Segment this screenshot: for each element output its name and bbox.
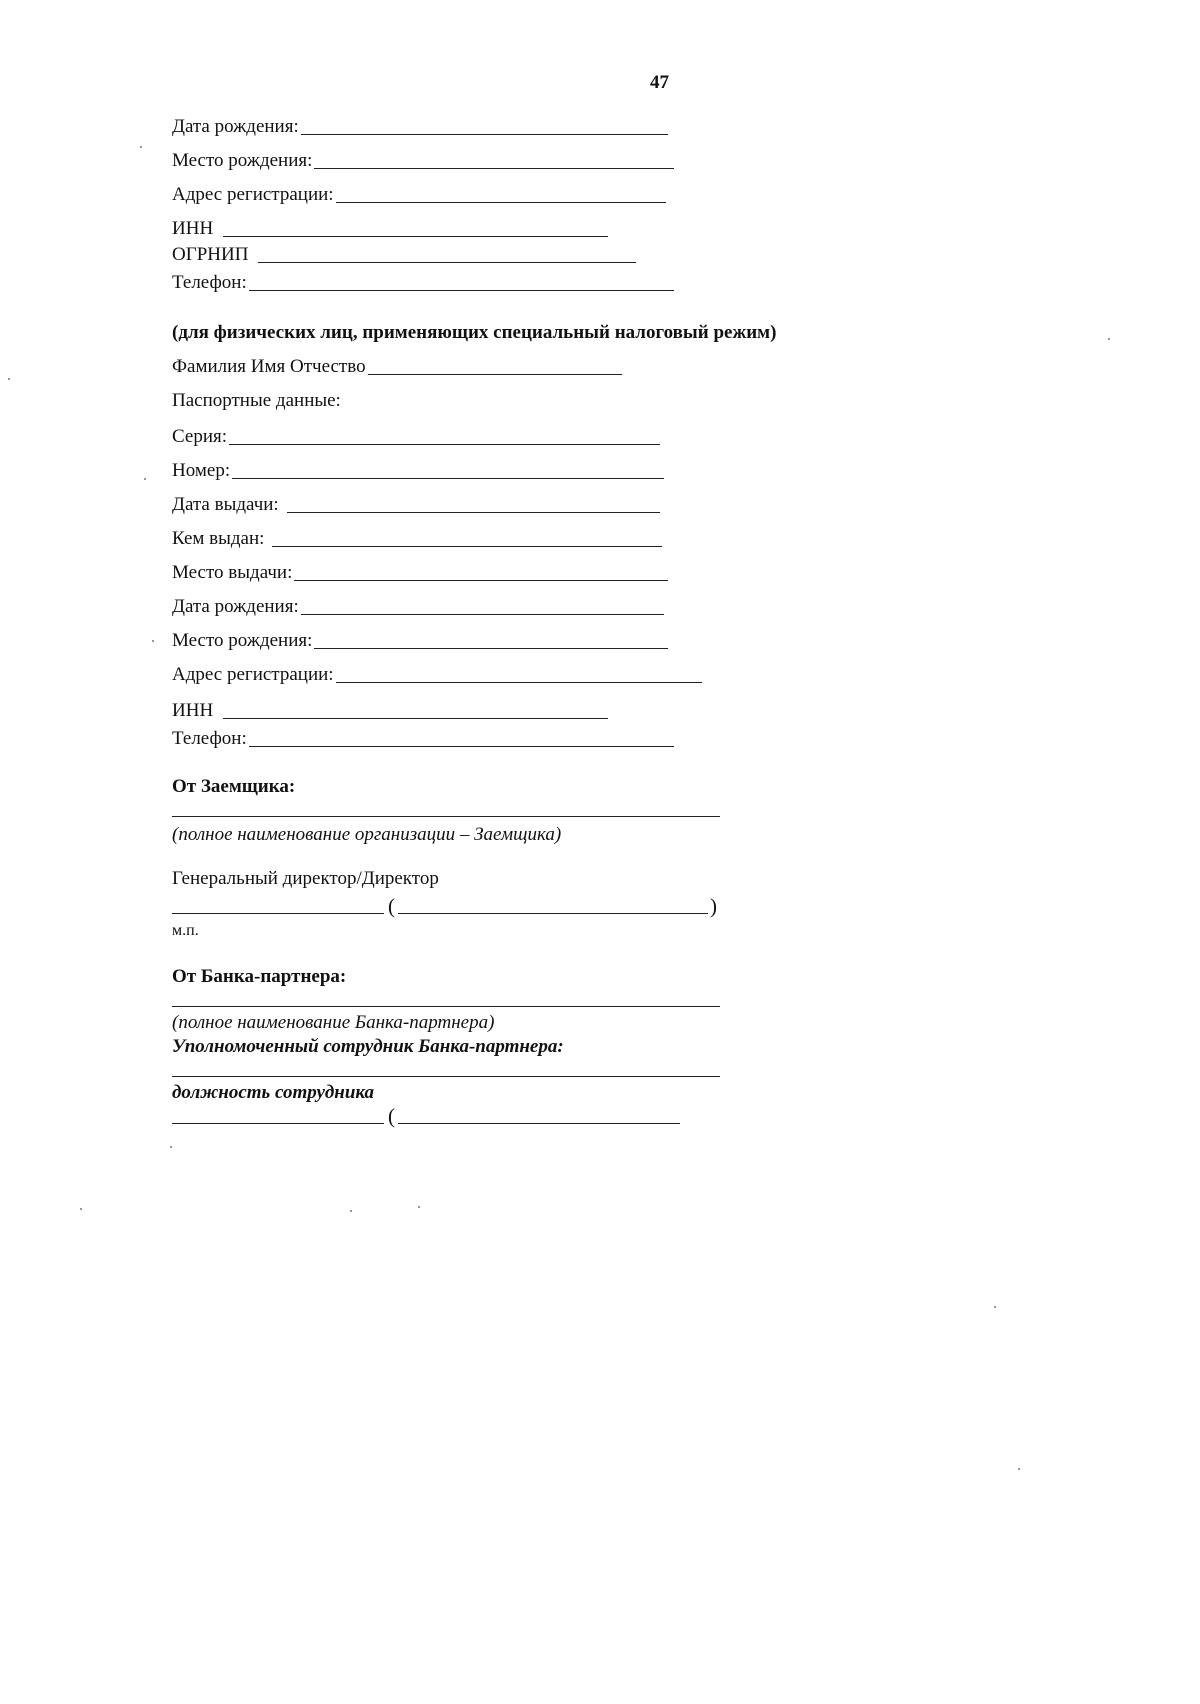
ip-phone-label: Телефон: — [172, 272, 247, 293]
self-employed-heading: (для физических лиц, применяющих специальный налоговый режим) — [172, 322, 777, 343]
se-birth-date-label: Дата рождения: — [172, 596, 299, 617]
se-birth-place-label: Место рождения: — [172, 630, 313, 651]
ip-inn-label: ИНН — [172, 218, 214, 239]
scan-speck — [418, 1206, 420, 1208]
scan-speck — [140, 146, 142, 148]
scan-speck — [80, 1208, 82, 1210]
scan-speck — [144, 478, 146, 480]
se-registration-address-field — [172, 660, 702, 686]
se-issue-place-field — [172, 558, 668, 584]
se-birth-date-field — [172, 592, 664, 618]
se-number-label: Номер: — [172, 460, 231, 481]
partner-bank-position-line[interactable] — [172, 1076, 720, 1077]
se-full-name-blank[interactable] — [368, 374, 622, 375]
scan-speck — [1018, 1468, 1020, 1470]
se-passport-label: Паспортные данные: — [172, 390, 341, 411]
ip-phone-field — [172, 268, 674, 294]
scan-speck — [350, 1210, 352, 1212]
se-birth-place-field — [172, 626, 668, 652]
ip-ogrnip-blank[interactable] — [258, 262, 636, 263]
partner-bank-employee-name-line[interactable] — [398, 1123, 680, 1124]
partner-bank-employee-label: Уполномоченный сотрудник Банка-партнера: — [172, 1036, 564, 1057]
se-registration-address-label: Адрес регистрации: — [172, 664, 334, 685]
partner-bank-name-caption: (полное наименование Банка-партнера) — [172, 1012, 495, 1033]
scan-speck — [994, 1306, 996, 1308]
borrower-signature-line[interactable] — [172, 913, 384, 914]
ip-birth-date-blank[interactable] — [301, 134, 668, 135]
se-full-name-field — [172, 352, 622, 378]
se-inn-label: ИНН — [172, 700, 214, 721]
page-number: 47 — [650, 72, 669, 93]
se-inn-field — [172, 696, 608, 722]
borrower-name-line[interactable] — [172, 816, 720, 817]
se-birth-date-blank[interactable] — [301, 614, 664, 615]
se-issued-by-field — [172, 524, 662, 550]
se-phone-blank[interactable] — [249, 746, 674, 747]
ip-inn-blank[interactable] — [223, 236, 608, 237]
borrower-close-paren: ) — [710, 894, 717, 918]
se-issue-date-label: Дата выдачи: — [172, 494, 279, 515]
ip-birth-date-label: Дата рождения: — [172, 116, 299, 137]
borrower-seal-label: м.п. — [172, 922, 199, 939]
partner-bank-name-line[interactable] — [172, 1006, 720, 1007]
se-issue-place-blank[interactable] — [294, 580, 668, 581]
borrower-name-caption: (полное наименование организации – Заемщика) — [172, 824, 562, 845]
se-series-field — [172, 422, 660, 448]
ip-birth-place-label: Место рождения: — [172, 150, 313, 171]
ip-birth-date-field — [172, 112, 668, 138]
se-phone-label: Телефон: — [172, 728, 247, 749]
partner-bank-position-caption: должность сотрудника — [172, 1082, 375, 1103]
se-phone-field — [172, 724, 674, 750]
borrower-director-label: Генеральный директор/Директор — [172, 868, 439, 889]
ip-ogrnip-label: ОГРНИП — [172, 244, 249, 265]
ip-registration-address-blank[interactable] — [336, 202, 666, 203]
ip-inn-field — [172, 214, 608, 240]
scan-speck — [170, 1146, 172, 1148]
se-inn-blank[interactable] — [223, 718, 608, 719]
borrower-open-paren: ( — [388, 894, 395, 918]
ip-registration-address-field — [172, 180, 666, 206]
ip-phone-blank[interactable] — [249, 290, 674, 291]
ip-birth-place-field — [172, 146, 674, 172]
se-issue-date-field — [172, 490, 660, 516]
ip-registration-address-label: Адрес регистрации: — [172, 184, 334, 205]
scan-speck — [152, 640, 154, 642]
se-issue-place-label: Место выдачи: — [172, 562, 293, 583]
se-birth-place-blank[interactable] — [314, 648, 668, 649]
se-full-name-label: Фамилия Имя Отчество — [172, 356, 366, 377]
se-series-blank[interactable] — [229, 444, 660, 445]
scan-speck — [8, 378, 10, 380]
se-issued-by-label: Кем выдан: — [172, 528, 265, 549]
partner-bank-heading: От Банка-партнера: — [172, 966, 347, 987]
borrower-heading: От Заемщика: — [172, 776, 296, 797]
ip-birth-place-blank[interactable] — [314, 168, 674, 169]
partner-bank-signature-line[interactable] — [172, 1123, 384, 1124]
se-number-blank[interactable] — [232, 478, 664, 479]
scan-speck — [1108, 338, 1110, 340]
se-issue-date-blank[interactable] — [287, 512, 660, 513]
se-issued-by-blank[interactable] — [272, 546, 662, 547]
partner-bank-open-paren: ( — [388, 1104, 395, 1128]
se-registration-address-blank[interactable] — [336, 682, 702, 683]
se-number-field — [172, 456, 664, 482]
borrower-director-name-line[interactable] — [398, 913, 708, 914]
ip-ogrnip-field — [172, 240, 636, 266]
se-series-label: Серия: — [172, 426, 228, 447]
